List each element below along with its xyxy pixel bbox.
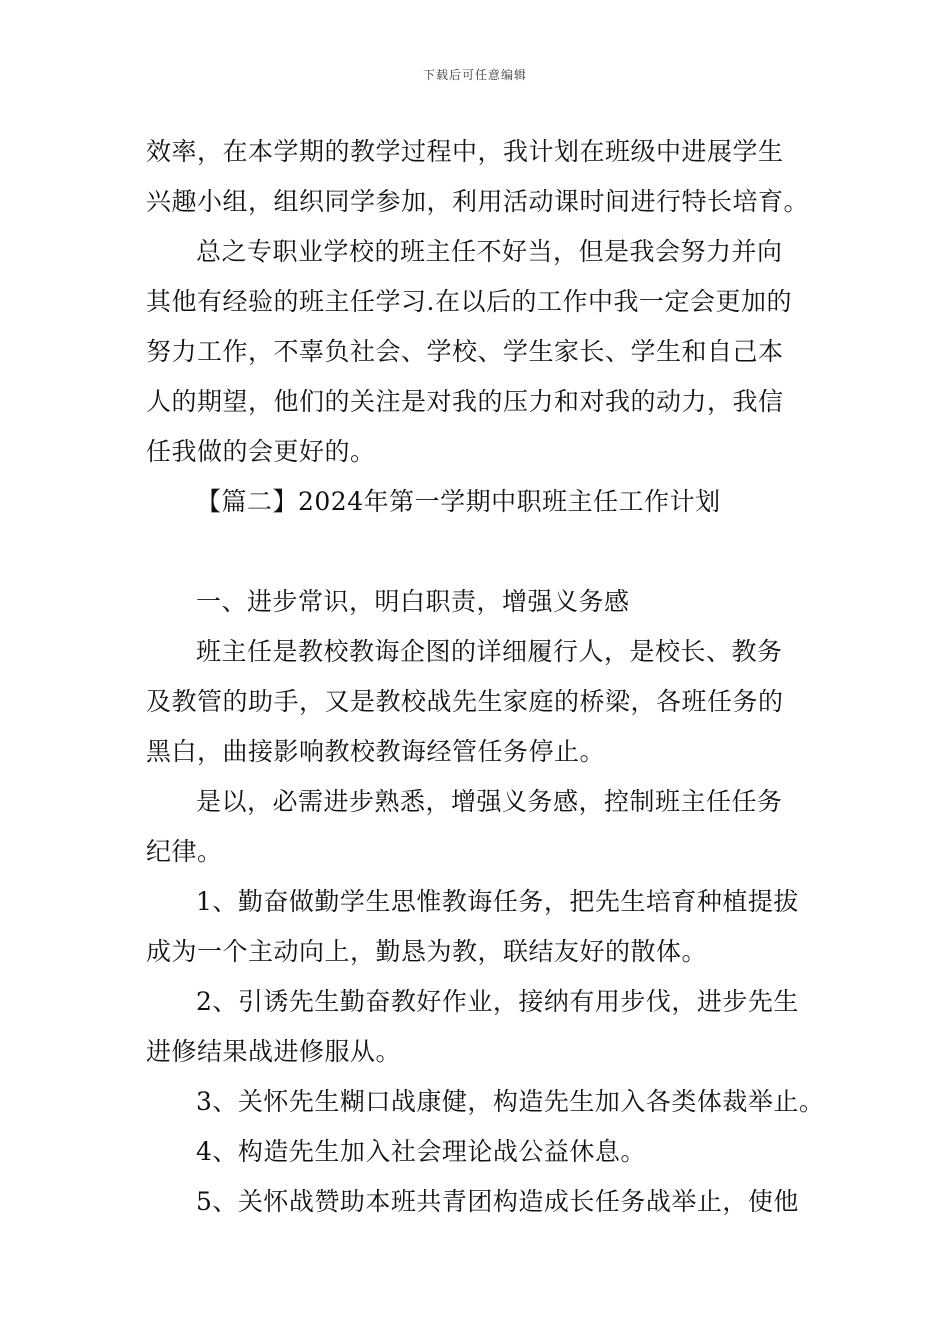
text-line: 效率，在本学期的教学过程中，我计划在班级中进展学生 bbox=[146, 137, 784, 166]
text-line: 1、勤奋做勤学生思惟教诲任务，把先生培育种植提拔 bbox=[196, 887, 799, 916]
text-line: 及教管的助手，又是教校战先生家庭的桥梁，各班任务的 bbox=[146, 687, 784, 716]
text-line: 成为一个主动向上，勤恳为教，联结友好的散体。 bbox=[146, 937, 708, 966]
text-line: 4、构造先生加入社会理论战公益休息。 bbox=[196, 1137, 646, 1166]
header-note: 下载后可任意编辑 bbox=[422, 68, 527, 82]
text-line: 一、进步常识，明白职责，增强义务感 bbox=[196, 587, 630, 616]
text-line: 兴趣小组，组织同学参加，利用活动课时间进行特长培育。 bbox=[146, 187, 810, 216]
text-line: 5、关怀战赞助本班共青团构造成长任务战举止，使他 bbox=[196, 1187, 799, 1216]
text-line: 进修结果战进修服从。 bbox=[146, 1037, 402, 1066]
text-line: 努力工作，不辜负社会、学校、学生家长、学生和自己本 bbox=[146, 337, 784, 366]
text-line: 2、引诱先生勤奋教好作业，接纳有用步伐，进步先生 bbox=[196, 987, 799, 1016]
text-line: 总之专职业学校的班主任不好当，但是我会努力并向 bbox=[196, 237, 783, 266]
text-line: 黑白，曲接影响教校教诲经管任务停止。 bbox=[146, 737, 606, 766]
document-body bbox=[146, 127, 825, 1227]
text-line: 任我做的会更好的。 bbox=[146, 437, 376, 466]
text-line: 纪律。 bbox=[146, 837, 223, 866]
text-line: 人的期望，他们的关注是对我的压力和对我的动力，我信 bbox=[146, 387, 784, 416]
text-line: 3、关怀先生糊口战康健，构造先生加入各类体裁举止。 bbox=[196, 1087, 825, 1116]
text-line: 班主任是教校教诲企图的详细履行人，是校长、教务 bbox=[196, 637, 783, 666]
text-line: 【篇二】2024年第一学期中职班主任工作计划 bbox=[196, 487, 721, 516]
text-line: 其他有经验的班主任学习.在以后的工作中我一定会更加的 bbox=[146, 287, 792, 316]
text-line: 是以，必需进步熟悉，增强义务感，控制班主任任务 bbox=[196, 787, 783, 816]
paragraph-gap bbox=[146, 527, 816, 577]
